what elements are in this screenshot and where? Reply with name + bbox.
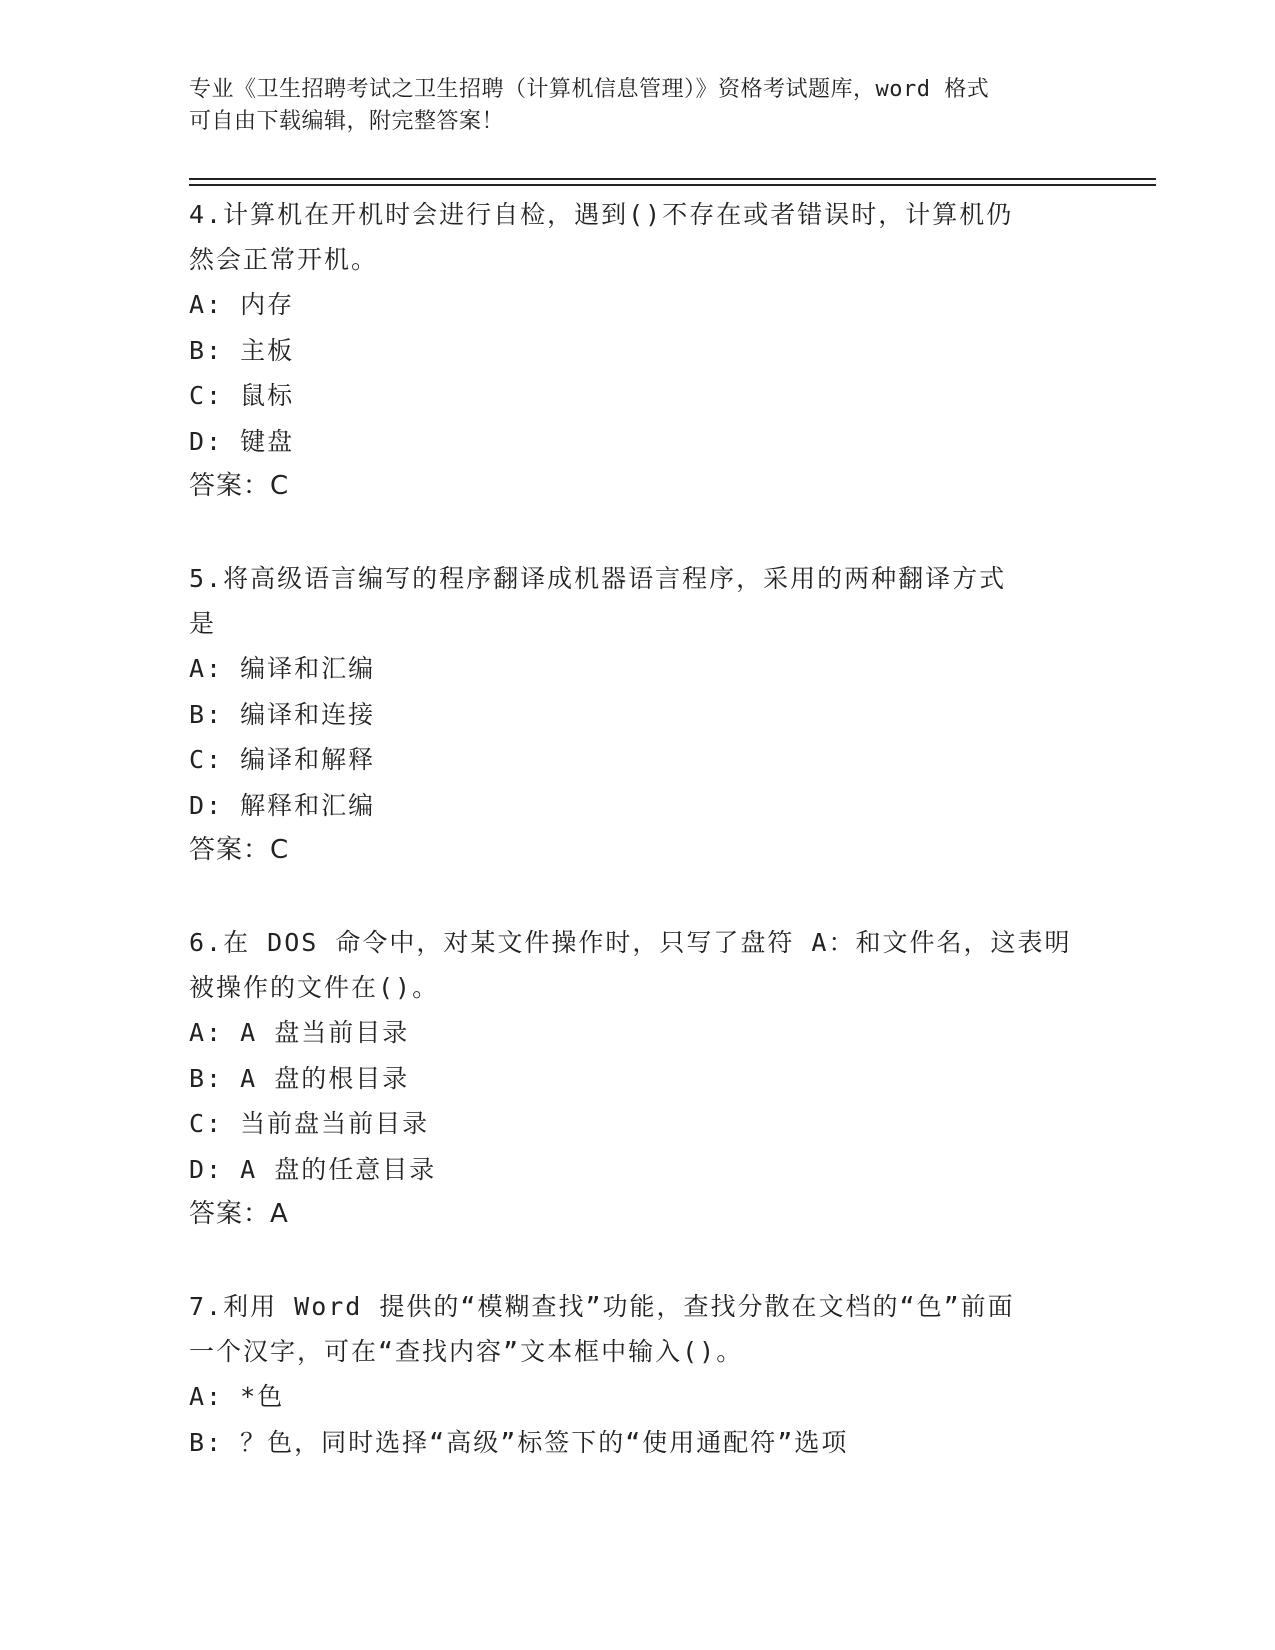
question-block (189, 192, 1089, 509)
question-block (189, 1284, 1089, 1465)
question-stem-line-1: 6.在 DOS 命令中，对某文件操作时，只写了盘符 A：和文件名，这表明 (189, 928, 1072, 957)
header-divider-top (189, 178, 1156, 180)
question-block (189, 920, 1089, 1237)
option-c: C: 鼠标 (189, 381, 295, 410)
option-a: A: 编译和汇编 (189, 654, 376, 683)
option-d: D: A 盘的任意目录 (189, 1154, 437, 1184)
question-stem-line-2: 是 (189, 609, 217, 638)
option-c: C: 编译和解释 (189, 745, 376, 774)
option-a: A: A 盘当前目录 (189, 1018, 410, 1047)
question-block (189, 556, 1089, 873)
header-line-2: 可自由下载编辑，附完整答案！ (189, 109, 505, 134)
option-c: C: 当前盘当前目录 (189, 1109, 430, 1138)
option-b: B: A 盘的根目录 (189, 1063, 410, 1093)
question-stem-line-2: 然会正常开机。 (189, 245, 379, 274)
option-d: D: 解释和汇编 (189, 790, 376, 820)
answer: 答案：A (189, 1199, 289, 1229)
option-b: B: 主板 (189, 335, 295, 365)
header-line-1: 专业《卫生招聘考试之卫生招聘（计算机信息管理）》资格考试题库，word 格式 (189, 77, 990, 102)
answer: 答案：C (189, 471, 290, 501)
question-stem-line-1: 7.利用 Word 提供的“模糊查找”功能，查找分散在文档的“色”前面 (189, 1292, 1015, 1321)
question-stem-line-2: 被操作的文件在()。 (189, 973, 440, 1002)
header-divider-bottom (189, 184, 1156, 186)
answer: 答案：C (189, 835, 290, 865)
question-stem-line-2: 一个汉字，可在“查找内容”文本框中输入()。 (189, 1337, 744, 1366)
question-stem-line-1: 5.将高级语言编写的程序翻译成机器语言程序，采用的两种翻译方式 (189, 564, 1007, 593)
option-b: B: 编译和连接 (189, 699, 376, 729)
option-b: B: ？色，同时选择“高级”标签下的“使用通配符”选项 (189, 1427, 849, 1457)
document-header (189, 74, 1089, 138)
option-a: A: *色 (189, 1382, 285, 1411)
question-stem-line-1: 4.计算机在开机时会进行自检，遇到()不存在或者错误时，计算机仍 (189, 200, 1014, 229)
option-a: A: 内存 (189, 290, 295, 319)
option-d: D: 键盘 (189, 426, 295, 456)
